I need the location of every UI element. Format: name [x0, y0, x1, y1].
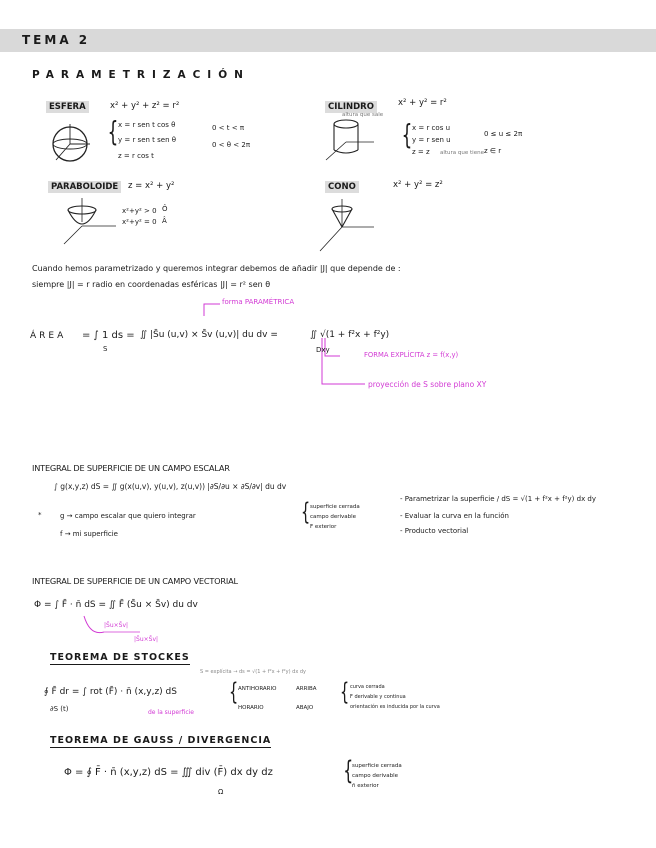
- stokes-pink-note: de la superficie: [148, 709, 194, 716]
- escalar-note-f: f → mi superficie: [60, 530, 118, 538]
- stokes-dir2b: ABAJO: [296, 705, 314, 711]
- esfera-param-x: x = r sen t cos θ: [118, 121, 176, 129]
- area-label: ÁREA: [30, 331, 67, 341]
- vectorial-title: INTEGRAL DE SUPERFICIE DE UN CAMPO VECTORIAL: [32, 576, 238, 586]
- paraboloide-line2: x²+y² = 0: [122, 218, 157, 226]
- cilindro-label: CILINDRO: [325, 101, 377, 113]
- escalar-step1: - Parametrizar la superficie / dS = √(1 + f²x + f²y) dx dy: [400, 495, 597, 503]
- escalar-step2: - Evaluar la curva en la función: [400, 512, 509, 520]
- stokes-formula: ∮ F̄ dr = ∫ rot (F̄) · n̄ (x,y,z) dS: [44, 687, 177, 697]
- esfera-equation: x² + y² + z² = r²: [110, 101, 180, 111]
- header-bar: [0, 29, 656, 52]
- cilindro-brace: {: [401, 118, 413, 151]
- esfera-param-z: z = r cos t: [118, 152, 154, 160]
- cilindro-note-z: altura que tiene: [440, 150, 484, 156]
- gauss-sub: Ω: [218, 788, 224, 796]
- gauss-formula: Φ = ∮ F̄ · n̄ (x,y,z) dS = ∭ div (F̄) dx dy dz: [64, 767, 273, 778]
- cilindro-param-z: z = z: [412, 148, 430, 156]
- cilindro-param-x: x = r cos u: [412, 124, 451, 132]
- stokes-sub: ∂S (t): [50, 705, 69, 713]
- escalar-formula: ∫ g(x,y,z) dS = ∬ g(x(u,v), y(u,v), z(u,v)) |∂S/∂u × ∂S/∂v| du dv: [54, 482, 287, 491]
- cylinder-figure: [322, 114, 378, 164]
- stokes-cond2: F derivable y continua: [350, 694, 406, 700]
- stokes-cond1: curva cerrada: [350, 684, 385, 690]
- esfera-label: ESFERA: [46, 101, 89, 113]
- stokes-brace-1: {: [229, 678, 239, 706]
- esfera-brace: {: [107, 115, 119, 148]
- escalar-title: INTEGRAL DE SUPERFICIE DE UN CAMPO ESCALAR: [32, 463, 230, 473]
- paraboloide-mark1: Ô: [162, 205, 168, 213]
- area-sub-dxy: Dxy: [316, 346, 330, 354]
- area-eq2: ∬ |S̄u (u,v) × S̄v (u,v)| du dv =: [140, 330, 278, 340]
- escalar-step3: - Producto vectorial: [400, 527, 469, 535]
- forma-explicita-note: FORMA EXPLÍCITA z = f(x,y): [364, 351, 459, 359]
- cilindro-note-top: altura que sale: [342, 112, 384, 118]
- cilindro-equation: x² + y² = r²: [398, 98, 447, 108]
- intro-line1: Cuando hemos parametrizado y queremos integrar debemos de añadir |J| que depende de :: [32, 264, 401, 273]
- escalar-cond1: superficie cerrada: [310, 504, 360, 510]
- cilindro-range-u: 0 ≤ u ≤ 2π: [484, 130, 523, 138]
- stokes-dir1: ANTIHORARIO: [238, 686, 277, 692]
- gauss-brace: {: [343, 756, 354, 786]
- sphere-figure: [48, 122, 92, 166]
- escalar-cond2: campo derivable: [310, 514, 357, 520]
- paraboloid-figure: [60, 198, 120, 246]
- escalar-bullet: *: [38, 511, 42, 519]
- gauss-cond2: campo derivable: [352, 773, 399, 779]
- intro-line2: siempre |J| = r radio en coordenadas esféricas |J| = r² sen θ: [32, 280, 271, 289]
- page-title: TEMA 2: [22, 33, 91, 47]
- area-sub-s: S: [103, 345, 108, 353]
- escalar-note-g: g → campo escalar que quiero integrar: [60, 512, 196, 520]
- stokes-title: TEOREMA DE STOCKES: [50, 652, 190, 663]
- gauss-cond3: n̄ exterior: [352, 783, 379, 789]
- stokes-brace-2: {: [340, 678, 350, 706]
- gauss-title: TEOREMA DE GAUSS / DIVERGENCIA: [50, 735, 272, 746]
- vectorial-formula: Φ = ∫ F̄ · n̄ dS = ∬ F̄ (S̄u × S̄v) du dv: [34, 600, 198, 610]
- cilindro-range-z: z ∈ r: [484, 147, 502, 155]
- area-eq3: ∬ √(1 + f²x + f²y): [310, 330, 390, 340]
- paraboloide-line1: x²+y² > 0: [122, 207, 157, 215]
- escalar-cond3: F exterior: [310, 524, 337, 530]
- paraboloide-mark2: Â: [162, 217, 167, 225]
- cilindro-param-y: y = r sen u: [412, 136, 451, 144]
- area-eq1: = ∫ 1 ds =: [82, 330, 135, 341]
- vectorial-pink-note1: |S̄u×S̄v|: [104, 622, 129, 629]
- proyeccion-note: proyección de S sobre plano XY: [368, 380, 487, 389]
- esfera-param-y: y = r sen t sen θ: [118, 136, 177, 144]
- paraboloide-equation: z = x² + y²: [128, 181, 175, 191]
- esfera-range-theta: 0 < θ < 2π: [212, 141, 251, 149]
- cone-figure: [316, 195, 376, 255]
- gauss-cond1: superficie cerrada: [352, 763, 402, 769]
- cono-label: CONO: [325, 181, 359, 193]
- forma-parametrica-note: forma PARAMÉTRICA: [222, 298, 295, 306]
- paraboloide-label: PARABOLOIDE: [48, 181, 121, 193]
- escalar-brace: {: [301, 498, 311, 526]
- vectorial-pink-note2: |S̄u×S̄v|: [134, 636, 159, 643]
- section-title: PARAMETRIZACIÓN: [32, 69, 250, 81]
- stokes-dir1b: ARRIBA: [296, 686, 317, 692]
- stokes-top-note: S = explícita → ds = √(1 + f²x + f²y) dx dy: [200, 669, 307, 675]
- esfera-range-t: 0 < t < π: [212, 124, 245, 132]
- stokes-cond3: orientación es inducida por la curva: [350, 704, 440, 710]
- cono-equation: x² + y² = z²: [393, 180, 443, 190]
- stokes-dir2: HORARIO: [238, 705, 264, 711]
